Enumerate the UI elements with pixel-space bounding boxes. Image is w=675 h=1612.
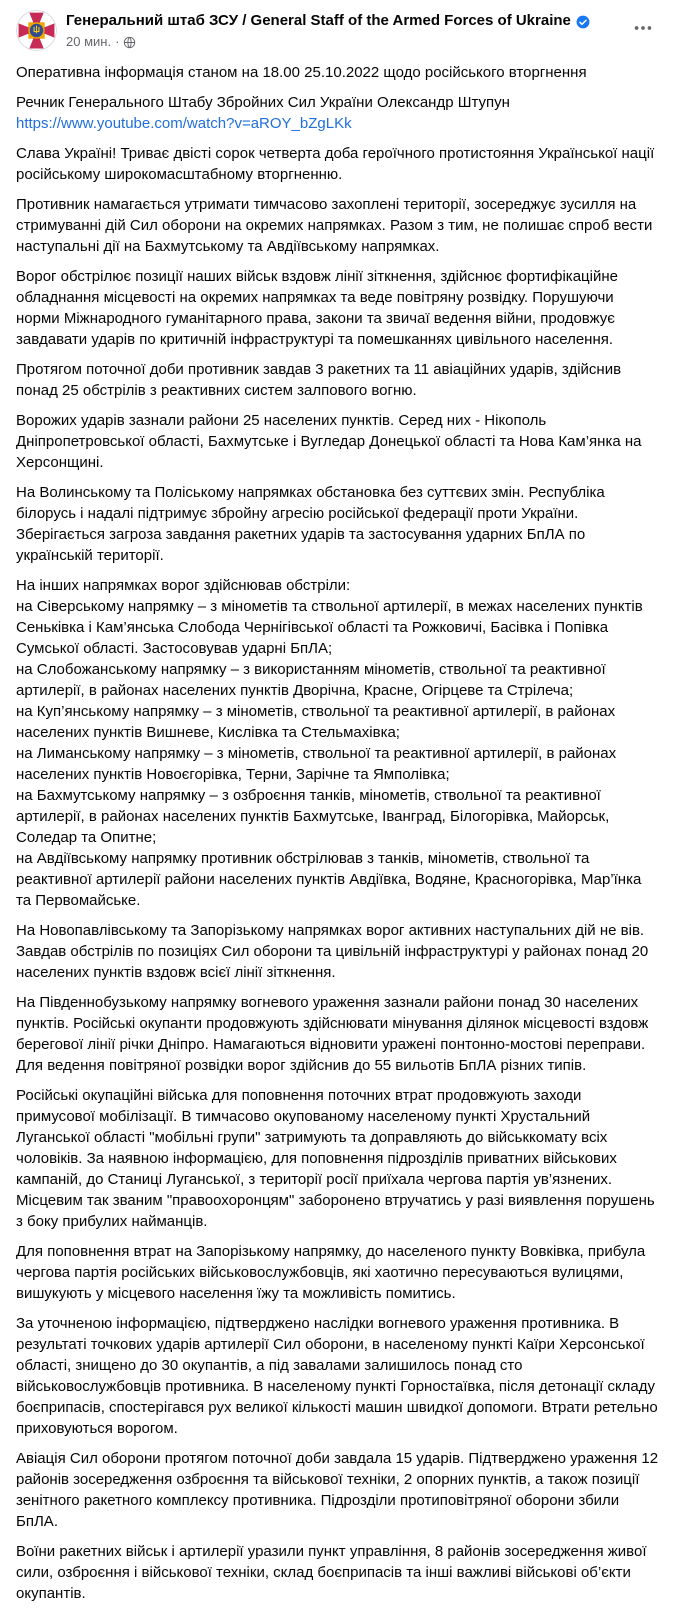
post-paragraph (16, 92, 659, 134)
post-text-line: на Лиманському напрямку – з мінометів, ствольної та реактивної артилерії, в районах населених пунктів Новоєгорівка, Терни, Зарічне та Ямполівка; (16, 745, 617, 783)
post-paragraph (16, 62, 659, 83)
post-text-line: Протягом поточної доби противник завдав 3 ракетних та 11 авіаційних ударів, здійснив понад 25 обстрілів з реактивних систем залпового вогню. (16, 361, 622, 399)
page-name-link[interactable]: Генеральний штаб ЗСУ / General Staff of the Armed Forces of Ukraine (66, 12, 571, 29)
post-text-line: Для поповнення втрат на Запорізькому напрямку, до населеного пункту Вовківка, прибула чергова партія російських військовослужбовців, які хаотично пересуваються вулицями, вишукують у місцевого населення їжу та можливість помитись. (16, 1243, 646, 1302)
page-avatar[interactable] (16, 10, 57, 51)
meta-separator: · (115, 34, 120, 49)
post-text-line: на Слобожанському напрямку – з використанням мінометів, ствольної та реактивної артилерії, в районах населених пунктів Дворічна, Красне, Огірцеве та Стрілеча; (16, 661, 606, 699)
post-paragraph (16, 1241, 659, 1304)
post-header (16, 10, 659, 51)
post-text-line: За уточненою інформацією, підтверджено наслідки вогневого ураження противника. В результаті точкових ударів артилерії Сил оборони, в населеному пункті Каїри Херсонської області, знищено до 30 окупантів, а під завалами залишилось понад сто військовослужбовців противника. В населеному пункті Горностаївка, після детонації складу боєприпасів, спостерігався рух великої кількості машин швидкої допомоги. Втрати ретельно приховуються ворогом. (16, 1315, 658, 1437)
post-text-line: На інших напрямках ворог здійснював обстріли: (16, 577, 351, 594)
post-paragraph (16, 1448, 659, 1532)
post-text-line: Ворог обстрілює позиції наших військ вздовж лінії зіткнення, здійснює фортифікаційне обладнання місцевості на окремих напрямках та веде повітряну розвідку. Порушуючи норми Міжнародного гуманітарного права, закони та звичаї ведення війни, продовжує завдавати ударів по критичній інфраструктурі та помешканнях цивільного населення. (16, 268, 618, 348)
post-paragraph (16, 143, 659, 185)
post-header-info (66, 10, 627, 50)
post-text-line: Противник намагається утримати тимчасово захоплені території, зосереджує зусилля на стримуванні дій Сил оборони на окремих напрямках. Разом з тим, не полишає спроб вести наступальні дії на Бахмутському та Авдіївському напрямках. (16, 196, 653, 255)
post-paragraph (16, 992, 659, 1076)
globe-audience-icon (123, 36, 136, 49)
ellipsis-icon (632, 17, 654, 39)
post-text-line: Воїни ракетних військ і артилерії уразили пункт управління, 8 районів зосередження живої сили, озброєння і військової техніки, склад боєприпасів та інші важливі військові об’єкти окупантів. (16, 1543, 647, 1602)
verified-badge-icon (576, 15, 590, 29)
post-menu-button[interactable] (627, 12, 659, 44)
post-paragraph (16, 359, 659, 401)
post-paragraph (16, 194, 659, 257)
post-text-line: На Південнобузькому напрямку вогневого ураження зазнали райони понад 30 населених пунктів. Російські окупанти продовжують здійснювати мінування ділянок місцевості вздовж берегової лінії річки Дніпро. Намагаються відновити уражені понтонно-мостові переправи. Для ведення повітряної розвідки ворог здійснив до 55 вильотів БпЛА різних типів. (16, 994, 649, 1074)
post-text-line: Російські окупаційні війська для поповнення поточних втрат продовжують заходи примусової мобілізації. В тимчасово окупованому населеному пункті Хрустальний Луганської області "мобільні групи" затримують та доправляють до військкомату всіх чоловіків. За наявною інформацією, для поповнення підрозділів приватних військових кампаній, до Станиці Луганської, з території росії приїхала чергова партія ув’язнених. Місцевим так званим "правоохоронцям" заборонено втручатись у разі виявлення порушень з боку прибулих найманців. (16, 1087, 655, 1230)
post-text-line: на Куп’янському напрямку – з мінометів, ствольної та реактивної артилерії, в районах населених пунктів Вишневе, Кислівка та Стельмахівка; (16, 703, 616, 741)
post-text-line: На Новопавлівському та Запорізькому напрямках ворог активних наступальних дій не вів. Завдав обстрілів по позиціях Сил оборони та цивільній інфраструктурі у районах понад 20 населених пунктів вздовж всієї лінії зіткнення. (16, 922, 649, 981)
post-paragraph (16, 266, 659, 350)
post-text-line: на Авдіївському напрямку противник обстрілював з танків, мінометів, ствольної та реактивної артилерії райони населених пунктів Авдіївка, Водяне, Красногорівка, Мар’їнка та Первомайське. (16, 850, 642, 909)
post-text-line: на Сіверському напрямку – з мінометів та ствольної артилерії, в межах населених пунктів Сеньківка і Кам’янська Слобода Чернігівської області та Рожковичі, Басівка і Попівка Сумської області. Застосовував ударні БпЛА; (16, 598, 643, 657)
post-text-line: Речник Генерального Штабу Збройних Сил України Олександр Штупун (16, 94, 510, 111)
post-paragraph (16, 575, 659, 911)
post-paragraph (16, 1085, 659, 1232)
page-name-row (66, 11, 627, 31)
post-text-line: Оперативна інформація станом на 18.00 25.10.2022 щодо російського вторгнення (16, 64, 587, 81)
post-meta-row (66, 34, 627, 50)
post-paragraph (16, 1541, 659, 1604)
post-paragraph (16, 920, 659, 983)
post-text-line: Ворожих ударів зазнали райони 25 населених пунктів. Серед них - Нікополь Дніпропетровської області, Бахмутське і Вугледар Донецької області та Нова Кам’янка на Херсонщині. (16, 412, 642, 471)
post-paragraph (16, 1313, 659, 1439)
post-text-line: на Бахмутському напрямку – з озброєння танків, мінометів, ствольної та реактивної артилерії, в районах населених пунктів Бахмутське, Іванград, Білогорівка, Майорськ, Соледар та Опитне; (16, 787, 610, 846)
post-text-line: Авіація Сил оборони протягом поточної доби завдала 15 ударів. Підтверджено ураження 12 районів зосередження озброєння та військової техніки, 2 опорних пунктів, а також позиції зенітного ракетного комплексу противника. Підрозділи протиповітряної оборони збили БпЛА. (16, 1450, 659, 1530)
post-timestamp[interactable]: 20 мин. (66, 34, 112, 49)
post-link[interactable]: https://www.youtube.com/watch?v=aROY_bZgLKk (16, 115, 352, 132)
post-body (16, 62, 659, 1604)
general-staff-emblem-icon (16, 10, 57, 51)
post-text-line: Слава Україні! Триває двісті сорок четверта доба героїчного протистояння Української нації російському широкомасштабному вторгненню. (16, 145, 655, 183)
post-paragraph (16, 482, 659, 566)
post-text-line: На Волинському та Поліському напрямках обстановка без суттєвих змін. Республіка білорусь і надалі підтримує збройну агресію російської федерації проти України. Зберігається загроза завдання ракетних ударів та застосування ударних БпЛА по українській території. (16, 484, 605, 564)
post-paragraph (16, 410, 659, 473)
